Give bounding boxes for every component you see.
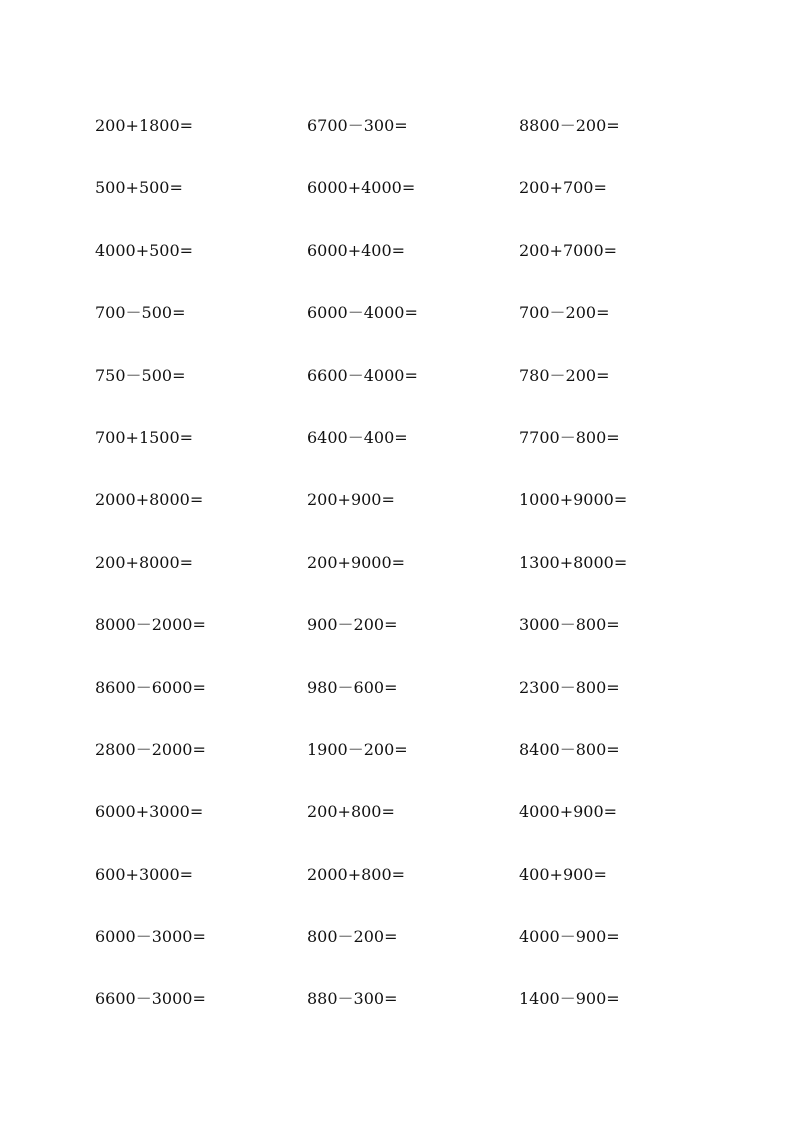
problem: 4000+900= xyxy=(519,802,618,822)
problem-row xyxy=(95,863,735,925)
problem: 200+900= xyxy=(307,490,395,510)
problem-row xyxy=(95,176,735,238)
problem: 700－200= xyxy=(519,303,610,323)
problem: 780－200= xyxy=(519,365,610,385)
problem: 980－600= xyxy=(307,677,398,697)
problem: 900－200= xyxy=(307,615,398,635)
problem: 1000+9000= xyxy=(519,490,628,510)
problem-row xyxy=(95,301,735,363)
problem-row xyxy=(95,114,735,176)
problem: 6700－300= xyxy=(307,116,408,135)
problem: 6600－3000= xyxy=(95,989,206,1009)
problem: 700+1500= xyxy=(95,427,194,447)
problem-row xyxy=(95,925,735,987)
problem: 400+900= xyxy=(519,864,607,884)
problem: 6600－4000= xyxy=(307,365,418,385)
problem-row xyxy=(95,364,735,426)
arithmetic-worksheet xyxy=(95,114,735,1050)
problem: 500+500= xyxy=(95,178,183,198)
problem: 200+8000= xyxy=(95,552,194,572)
problem: 1400－900= xyxy=(519,989,620,1009)
problem: 200+1800= xyxy=(95,116,194,135)
problem: 8400－800= xyxy=(519,739,620,759)
problem-row xyxy=(95,426,735,488)
problem: 8000－2000= xyxy=(95,615,206,635)
problem: 200+800= xyxy=(307,802,395,822)
problem-row xyxy=(95,613,735,675)
problem: 6000+400= xyxy=(307,240,406,260)
problem: 3000－800= xyxy=(519,615,620,635)
problem-row xyxy=(95,987,735,1049)
problem: 1900－200= xyxy=(307,739,408,759)
problem: 200+700= xyxy=(519,178,607,198)
problem: 4000+500= xyxy=(95,240,194,260)
problem-row xyxy=(95,239,735,301)
problem-row xyxy=(95,800,735,862)
problem: 2300－800= xyxy=(519,677,620,697)
problem: 7700－800= xyxy=(519,427,620,447)
problem-row xyxy=(95,738,735,800)
problem-row xyxy=(95,488,735,550)
problem: 2800－2000= xyxy=(95,739,206,759)
problem-row xyxy=(95,551,735,613)
problem: 200+7000= xyxy=(519,240,618,260)
problem: 8600－6000= xyxy=(95,677,206,697)
problem: 6000+3000= xyxy=(95,802,204,822)
problem: 800－200= xyxy=(307,927,398,947)
problem: 200+9000= xyxy=(307,552,406,572)
problem: 750－500= xyxy=(95,365,186,385)
problem: 6400－400= xyxy=(307,427,408,447)
problem: 1300+8000= xyxy=(519,552,628,572)
problem: 700－500= xyxy=(95,303,186,323)
problem: 2000+800= xyxy=(307,864,406,884)
problem: 6000－3000= xyxy=(95,927,206,947)
problem: 600+3000= xyxy=(95,864,194,884)
problem: 8800－200= xyxy=(519,116,620,135)
problem: 2000+8000= xyxy=(95,490,204,510)
problem: 880－300= xyxy=(307,989,398,1009)
problem: 6000－4000= xyxy=(307,303,418,323)
problem: 4000－900= xyxy=(519,927,620,947)
problem-row xyxy=(95,676,735,738)
problem: 6000+4000= xyxy=(307,178,416,198)
